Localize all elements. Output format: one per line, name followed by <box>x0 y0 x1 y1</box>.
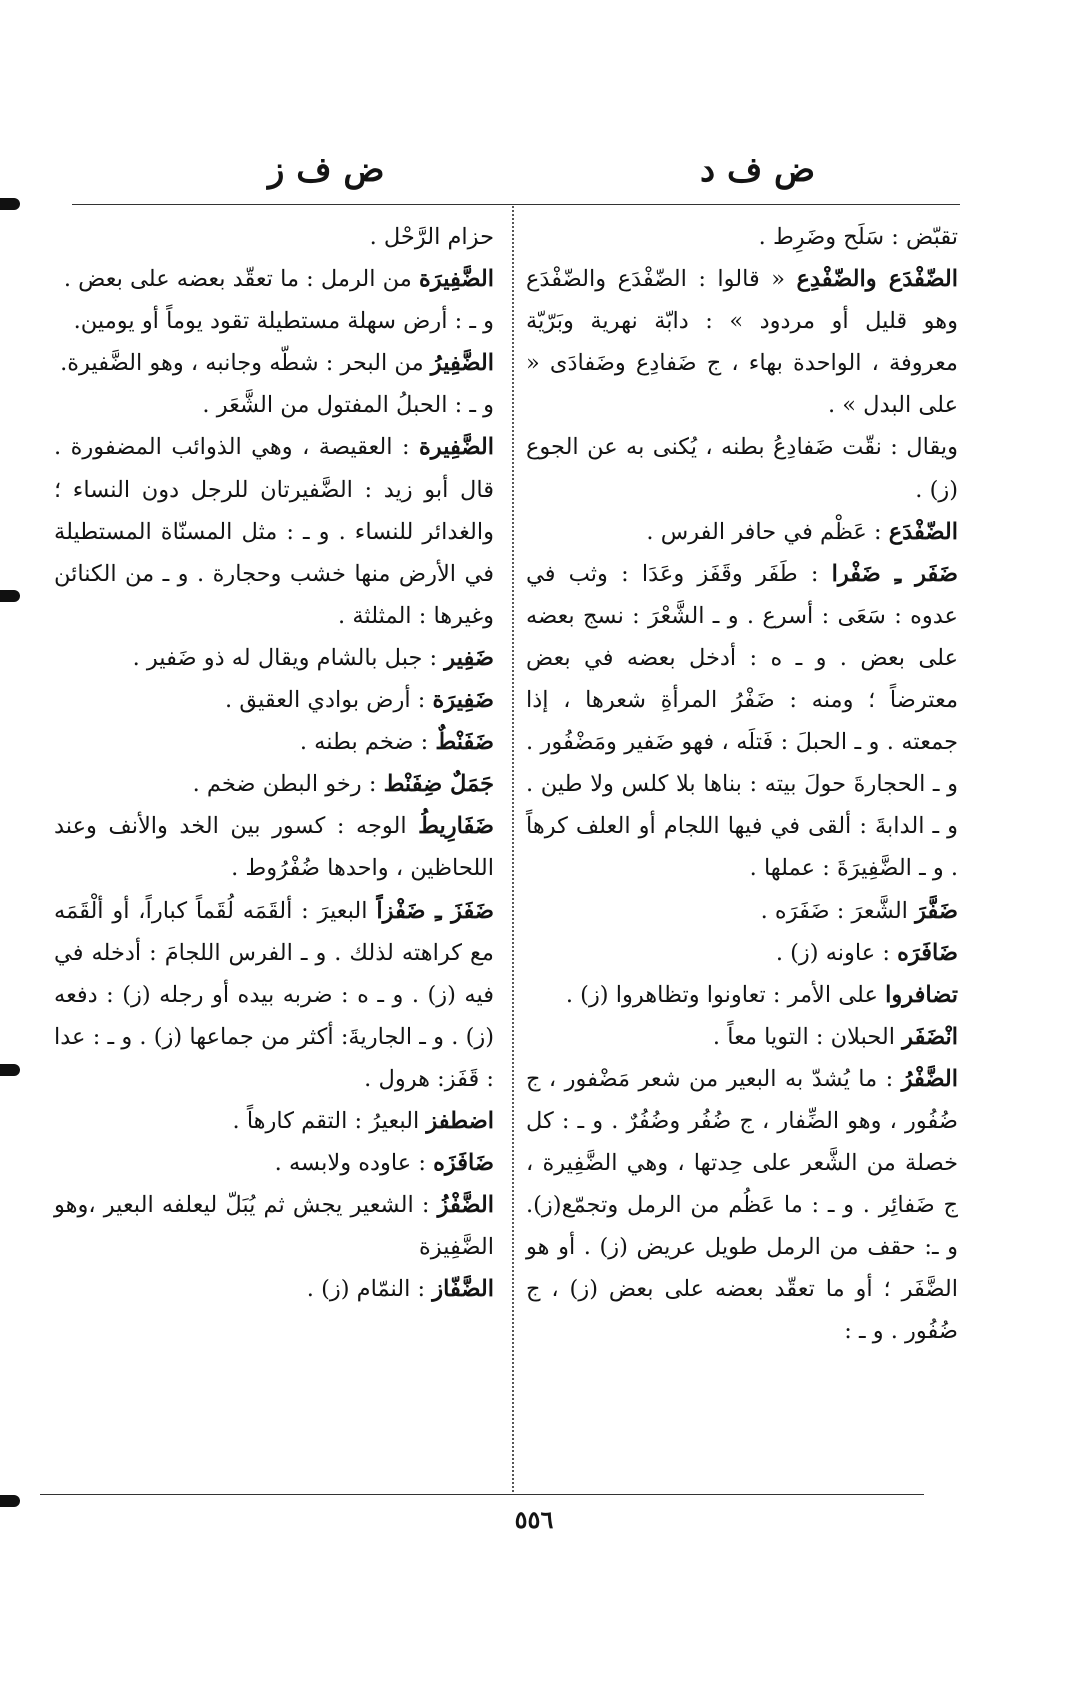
bottom-rule <box>40 1494 924 1495</box>
entry-definition: و ـ : الحبلُ المفتول من الشَّعَر . <box>202 392 494 419</box>
right-column-header: ض ف د <box>700 150 816 190</box>
scan-edge-mark <box>0 198 20 210</box>
entry <box>526 511 958 553</box>
entry-definition: : الشعير يجش ثم يُبَلّ ليعلفه البعير ،وهو الضَّفِيزة <box>54 1192 494 1261</box>
entry-headword: ضَفَزَ ـِ ضَفْزاً <box>376 897 494 924</box>
scan-edge-mark <box>0 1495 20 1507</box>
entry-definition: : ما يُشدّ به البعير من شعر مَضْفور ، ج ضُفُور ، وهو الضِّفار ، ج ضُفُر وضُفُرٌ . و ـ : كل خصلة من الشَّعر على حِدتها ، وهي الضَّفِيرة ، ج ضَفائِر . و ـ : ما عَظُم من الرمل وتجمّع(ز). و ـ: حقف من الرمل طويل عريض (ز) . أو هو الضَّفَر ؛ أو ما تعقّد بعضه على بعض (ز) ، ج ضُفُور . و ـ : <box>526 1065 958 1345</box>
entry-definition: « قالوا : الضّفْدَع والضّفْدَع وهو قليل أو مردود » : دابّة نهرية وبَرّيّة معروفة ، الواحدة بهاء ، ج ضَفادِع وضَفادَى « على البدل » . <box>526 266 958 419</box>
column-divider <box>512 206 514 1492</box>
entry-headword: الضَّفّاز <box>432 1276 494 1303</box>
entry <box>54 805 494 889</box>
entry <box>526 216 958 258</box>
entry <box>54 1184 494 1268</box>
entry <box>54 216 494 258</box>
entry-headword: الضَّفِيرة <box>419 434 494 461</box>
entry-headword: الضَّفْزُ <box>437 1192 494 1219</box>
entry <box>526 258 958 426</box>
entry-definition: : أرض بوادي العقيق . <box>225 687 426 714</box>
entry-definition: البعيرُ : التقم كارهاً . <box>232 1107 420 1134</box>
entry <box>54 426 494 636</box>
entry-headword: ضَافَزَه <box>433 1150 494 1177</box>
entry-definition: و ـ : أرض سهلة مستطيلة تقود يوماً أو يومين. <box>73 308 494 335</box>
entry-definition: الوجه : كسور بين الخد والأنف وعند اللحاظين ، واحدها ضُفْرُوط . <box>54 813 494 882</box>
right-column <box>526 216 958 1353</box>
entry <box>526 1016 958 1058</box>
entry-definition: على الأمر : تعاونوا وتظاهروا (ز) . <box>565 981 878 1008</box>
entry-headword: ضَفِير <box>444 644 494 671</box>
entry-headword: انْضَفَر <box>902 1023 958 1050</box>
entry-headword: ضَفَارِيطُ <box>418 813 494 840</box>
entry-definition: من البحر : شطّه وجانبه ، وهو الضَّفيرة. <box>60 350 424 377</box>
entry <box>54 637 494 679</box>
entry <box>526 890 958 932</box>
entry-headword: اضطفز <box>426 1107 494 1134</box>
entry-definition: : جبل بالشام ويقال له ذو ضَفير . <box>132 644 438 671</box>
entry-definition: : عاوده ولابسه . <box>274 1150 426 1177</box>
entry <box>526 553 958 890</box>
entry <box>54 679 494 721</box>
entry <box>54 1100 494 1142</box>
entry <box>54 258 494 300</box>
entry-headword: الضّفْدَع والضّفْدِع <box>796 266 959 293</box>
entry-definition: حزام الرَّحْل . <box>369 224 494 250</box>
scan-edge-mark <box>0 1064 20 1076</box>
entry-headword: ضَفَّرَ <box>915 897 958 924</box>
scan-edge-mark <box>0 590 20 602</box>
entry-definition: : العقيصة ، وهي الذوائب المضفورة . قال أبو زيد : الضَّفيرتان للرجل دون النساء ؛ والغدائر للنساء . و ـ : مثل المسنّاة المستطيلة في الأرض منها خشب وحجارة . و ـ من الكنائن وغيرها : المثلثة . <box>54 434 494 629</box>
entry-definition: : النمّام (ز) . <box>306 1276 426 1303</box>
entry <box>526 1058 958 1353</box>
entry-headword: تضافروا <box>885 981 958 1008</box>
entry <box>526 974 958 1016</box>
entry <box>526 932 958 974</box>
left-column <box>54 216 494 1310</box>
entry-headword: الضَّفِيرُ <box>430 350 494 377</box>
entry <box>54 384 494 426</box>
entry-definition: الشَّعرَ : ضَفَرَه . <box>760 897 908 924</box>
entry-headword: ضَافَرَه <box>897 939 958 966</box>
entry <box>54 300 494 342</box>
top-rule <box>72 204 960 205</box>
entry-headword: ضَفَر ـِ ضَفْرا <box>831 560 958 587</box>
entry-definition: البعيرَ : ألقَمَه لُقَماً كباراً، أو ألْقَمَه مع كراهته لذلك . و ـ الفرس اللجامَ : أدخله في فيه (ز) . و ـ ه : ضربه بيده أو رجله (ز) : دفعه (ز) . و ـ الجاريةَ: أكثر من جماعها (ز) . و ـ : عدا : قَفَز: هرول . <box>54 897 495 1092</box>
entry-definition: تقبّض : سَلَح وضَرِط . <box>758 224 958 250</box>
entry <box>54 342 494 384</box>
entry <box>54 721 494 763</box>
entry <box>54 1142 494 1184</box>
entry-definition: : عَظْم في حافر الفرس . <box>646 518 882 545</box>
entry <box>54 763 494 805</box>
entry-headword: جَمَلٌ ضِفَنْط <box>383 771 494 798</box>
entry-headword: الضّفْدَع <box>888 518 958 545</box>
left-column-header: ض ف ز <box>268 150 385 190</box>
entry-definition: : رخو البطن ضخم . <box>192 771 377 798</box>
entry <box>54 890 494 1100</box>
entry-headword: الضَّفِيرَة <box>419 266 494 293</box>
entry-definition: : ضخم بطنه . <box>299 729 429 756</box>
entry-headword: الضَّفْرُ <box>901 1065 958 1092</box>
entry-definition: ويقال : نقّت ضَفادِعُ بطنه ، يُكنى به عن الجوع (ز) . <box>526 434 958 503</box>
page-number: ٥٥٦ <box>514 1505 554 1534</box>
entry <box>526 426 958 510</box>
entry-headword: ضَفِيرَة <box>432 687 494 714</box>
entry-definition: : عاونه (ز) . <box>775 939 890 966</box>
entry-definition: من الرمل : ما تعقّد بعضه على بعض . <box>63 266 412 293</box>
entry-definition: : طَفَر وقَفَز وعَدَا : وثب في عدوه : سَعَى : أسرع . و ـ الشَّعْرَ : نسج بعضه على بعض . و ـ ه : أدخل بعضه في بعض معترضاً ؛ ومنه : ضَفْرُ المرأةِ شعرها ، إذا جمعته . و ـ الحبلَ : فَتلَه ، فهو ضَفير ومَضْفُور . و ـ الحجارةَ حولَ بيته : بناها بلا كلس ولا طين . و ـ الدابةَ : ألقى في فيها اللجام أو العلف كرهاً . و ـ الضَّفِيرَةَ : عملها . <box>526 560 958 882</box>
entry-headword: ضَفَنْطٌ <box>435 729 494 756</box>
entry <box>54 1268 494 1310</box>
entry-definition: الحبلان : التويا معاً . <box>712 1023 896 1050</box>
